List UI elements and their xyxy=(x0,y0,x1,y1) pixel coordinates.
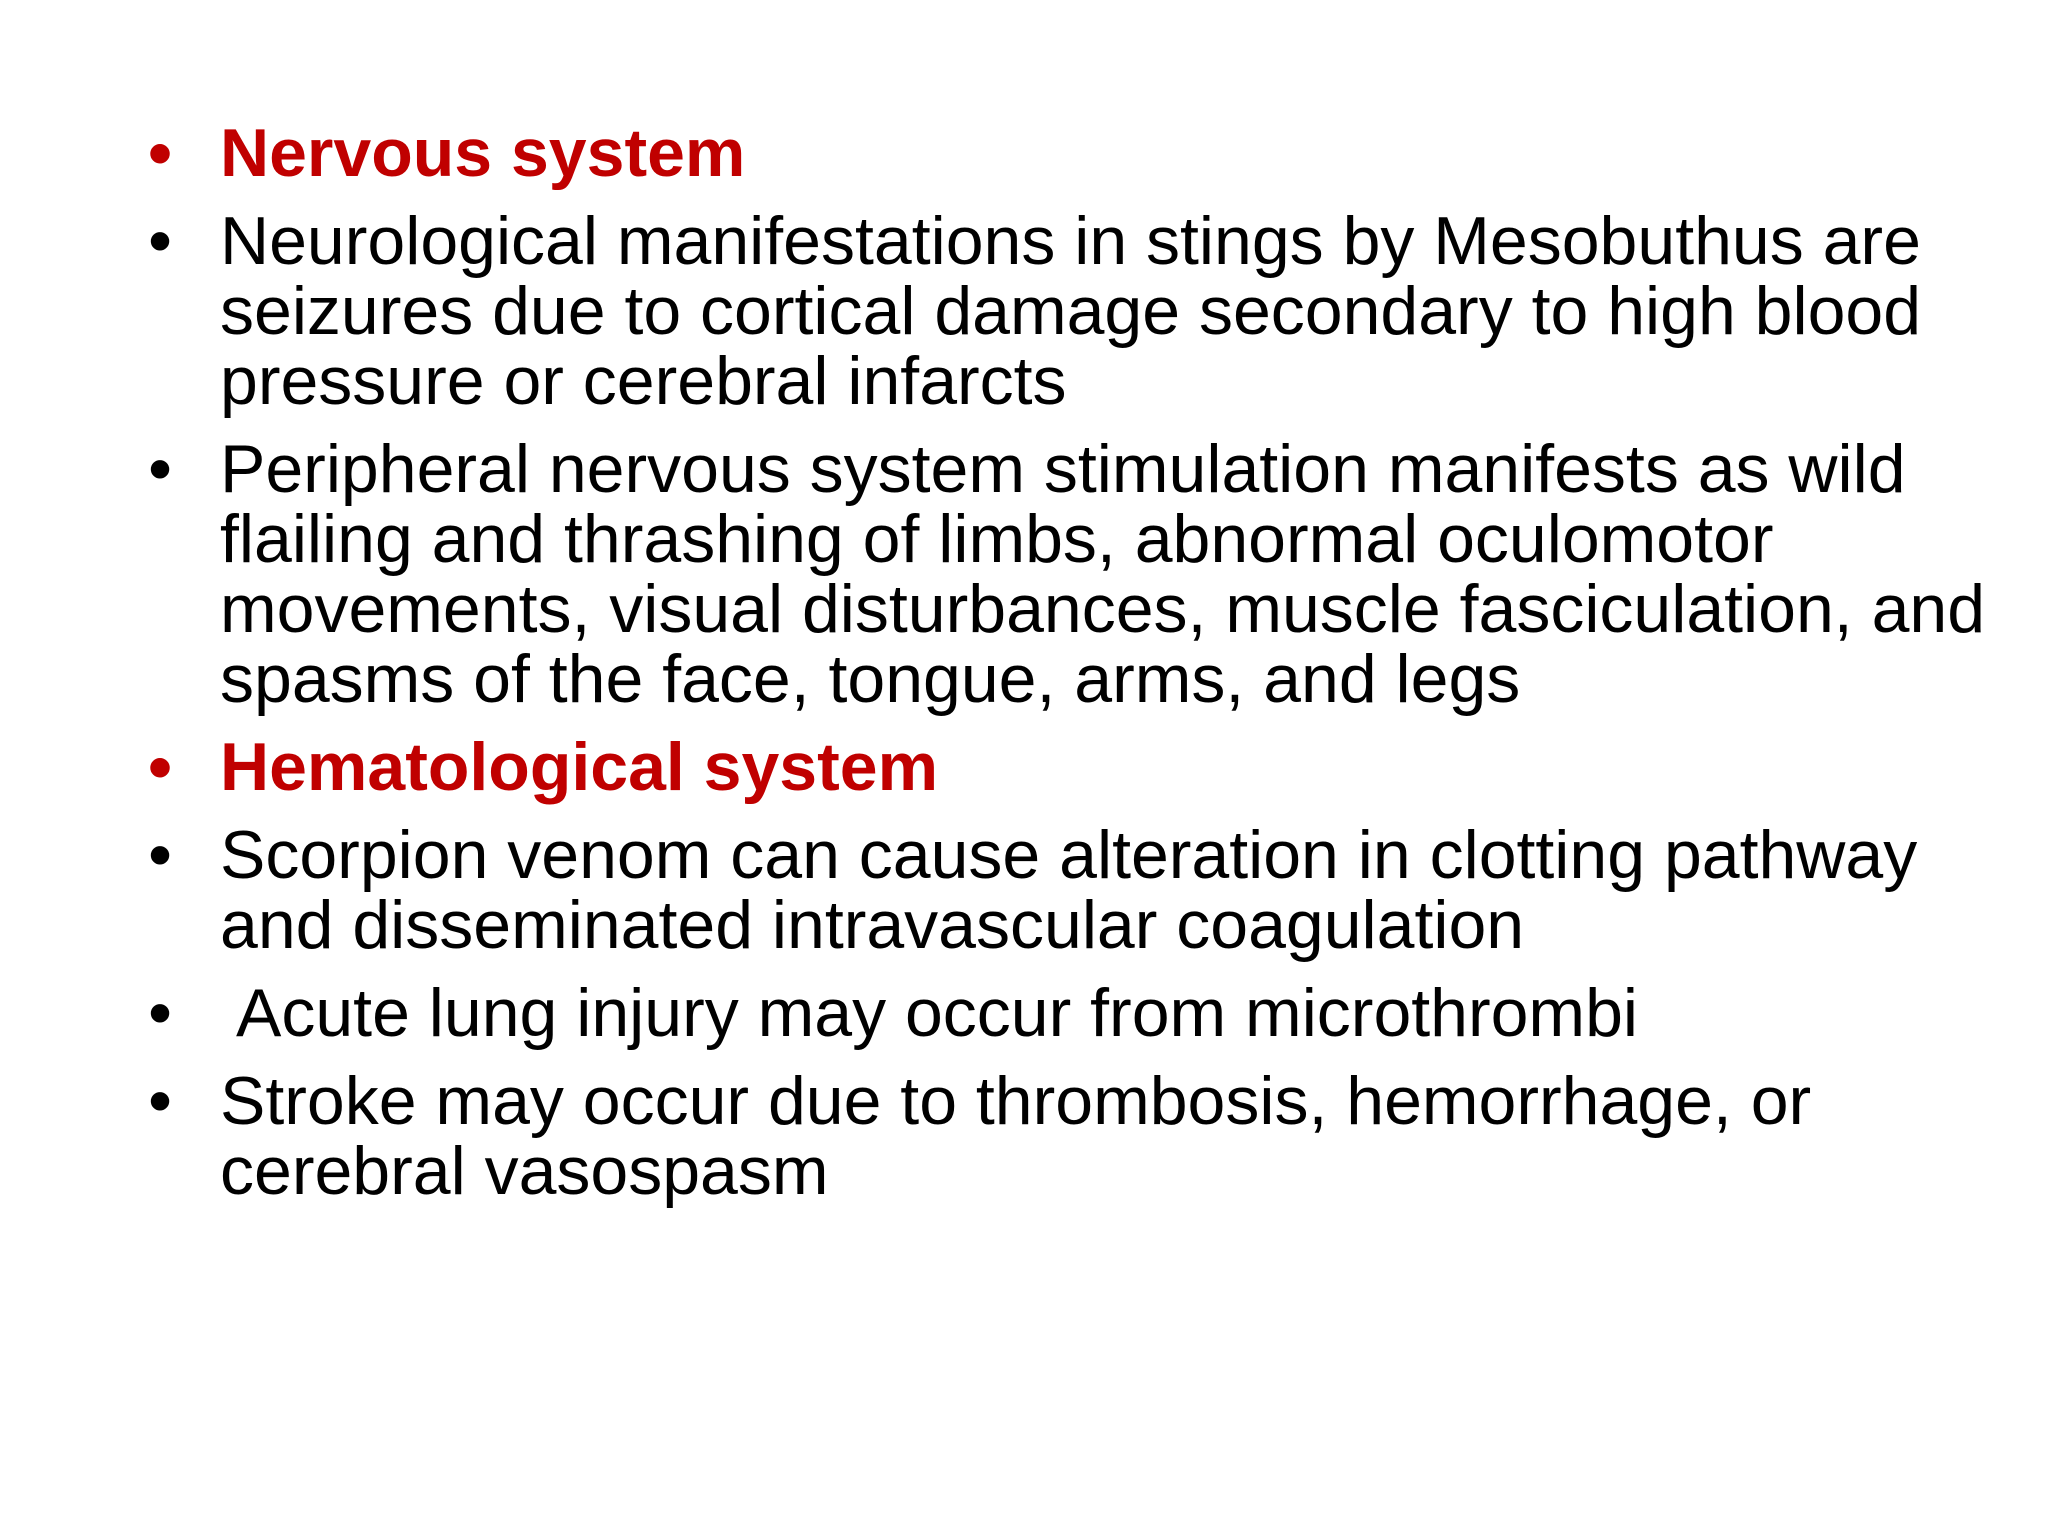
bullet-item-neurological xyxy=(140,203,2020,419)
bullet-item-stroke xyxy=(140,1063,2020,1209)
bullet-text: Peripheral nervous system stimulation manifests as wild flailing and thrashing of limbs, abnormal oculomotor movements, visual disturbances, muscle fasciculation, and spasms of the face, tongue, arms, and legs xyxy=(220,431,1986,717)
bullet-icon: • xyxy=(148,115,172,191)
bullet-icon: • xyxy=(148,1063,172,1139)
bullet-item-clotting xyxy=(140,817,2020,963)
section-heading: Hematological system xyxy=(220,729,939,805)
bullet-icon: • xyxy=(148,729,172,805)
bullet-text: Neurological manifestations in stings by Mesobuthus are seizures due to cortical damage secondary to high blood pressure or cerebral infarcts xyxy=(220,203,1922,419)
bullet-list xyxy=(140,115,2020,1224)
bullet-icon: • xyxy=(148,817,172,893)
bullet-heading-nervous-system xyxy=(140,115,2020,191)
bullet-icon: • xyxy=(148,975,172,1051)
bullet-item-peripheral xyxy=(140,431,2020,717)
bullet-text: Stroke may occur due to thrombosis, hemorrhage, or cerebral vasospasm xyxy=(220,1063,1812,1209)
bullet-text: Acute lung injury may occur from microthrombi xyxy=(236,975,1639,1051)
bullet-text: Scorpion venom can cause alteration in clotting pathway and disseminated intravascular coagulation xyxy=(220,817,1918,963)
bullet-heading-hematological-system xyxy=(140,729,2020,805)
section-heading: Nervous system xyxy=(220,115,746,191)
bullet-icon: • xyxy=(148,431,172,507)
bullet-item-lung-injury xyxy=(140,975,2020,1051)
bullet-icon: • xyxy=(148,203,172,279)
